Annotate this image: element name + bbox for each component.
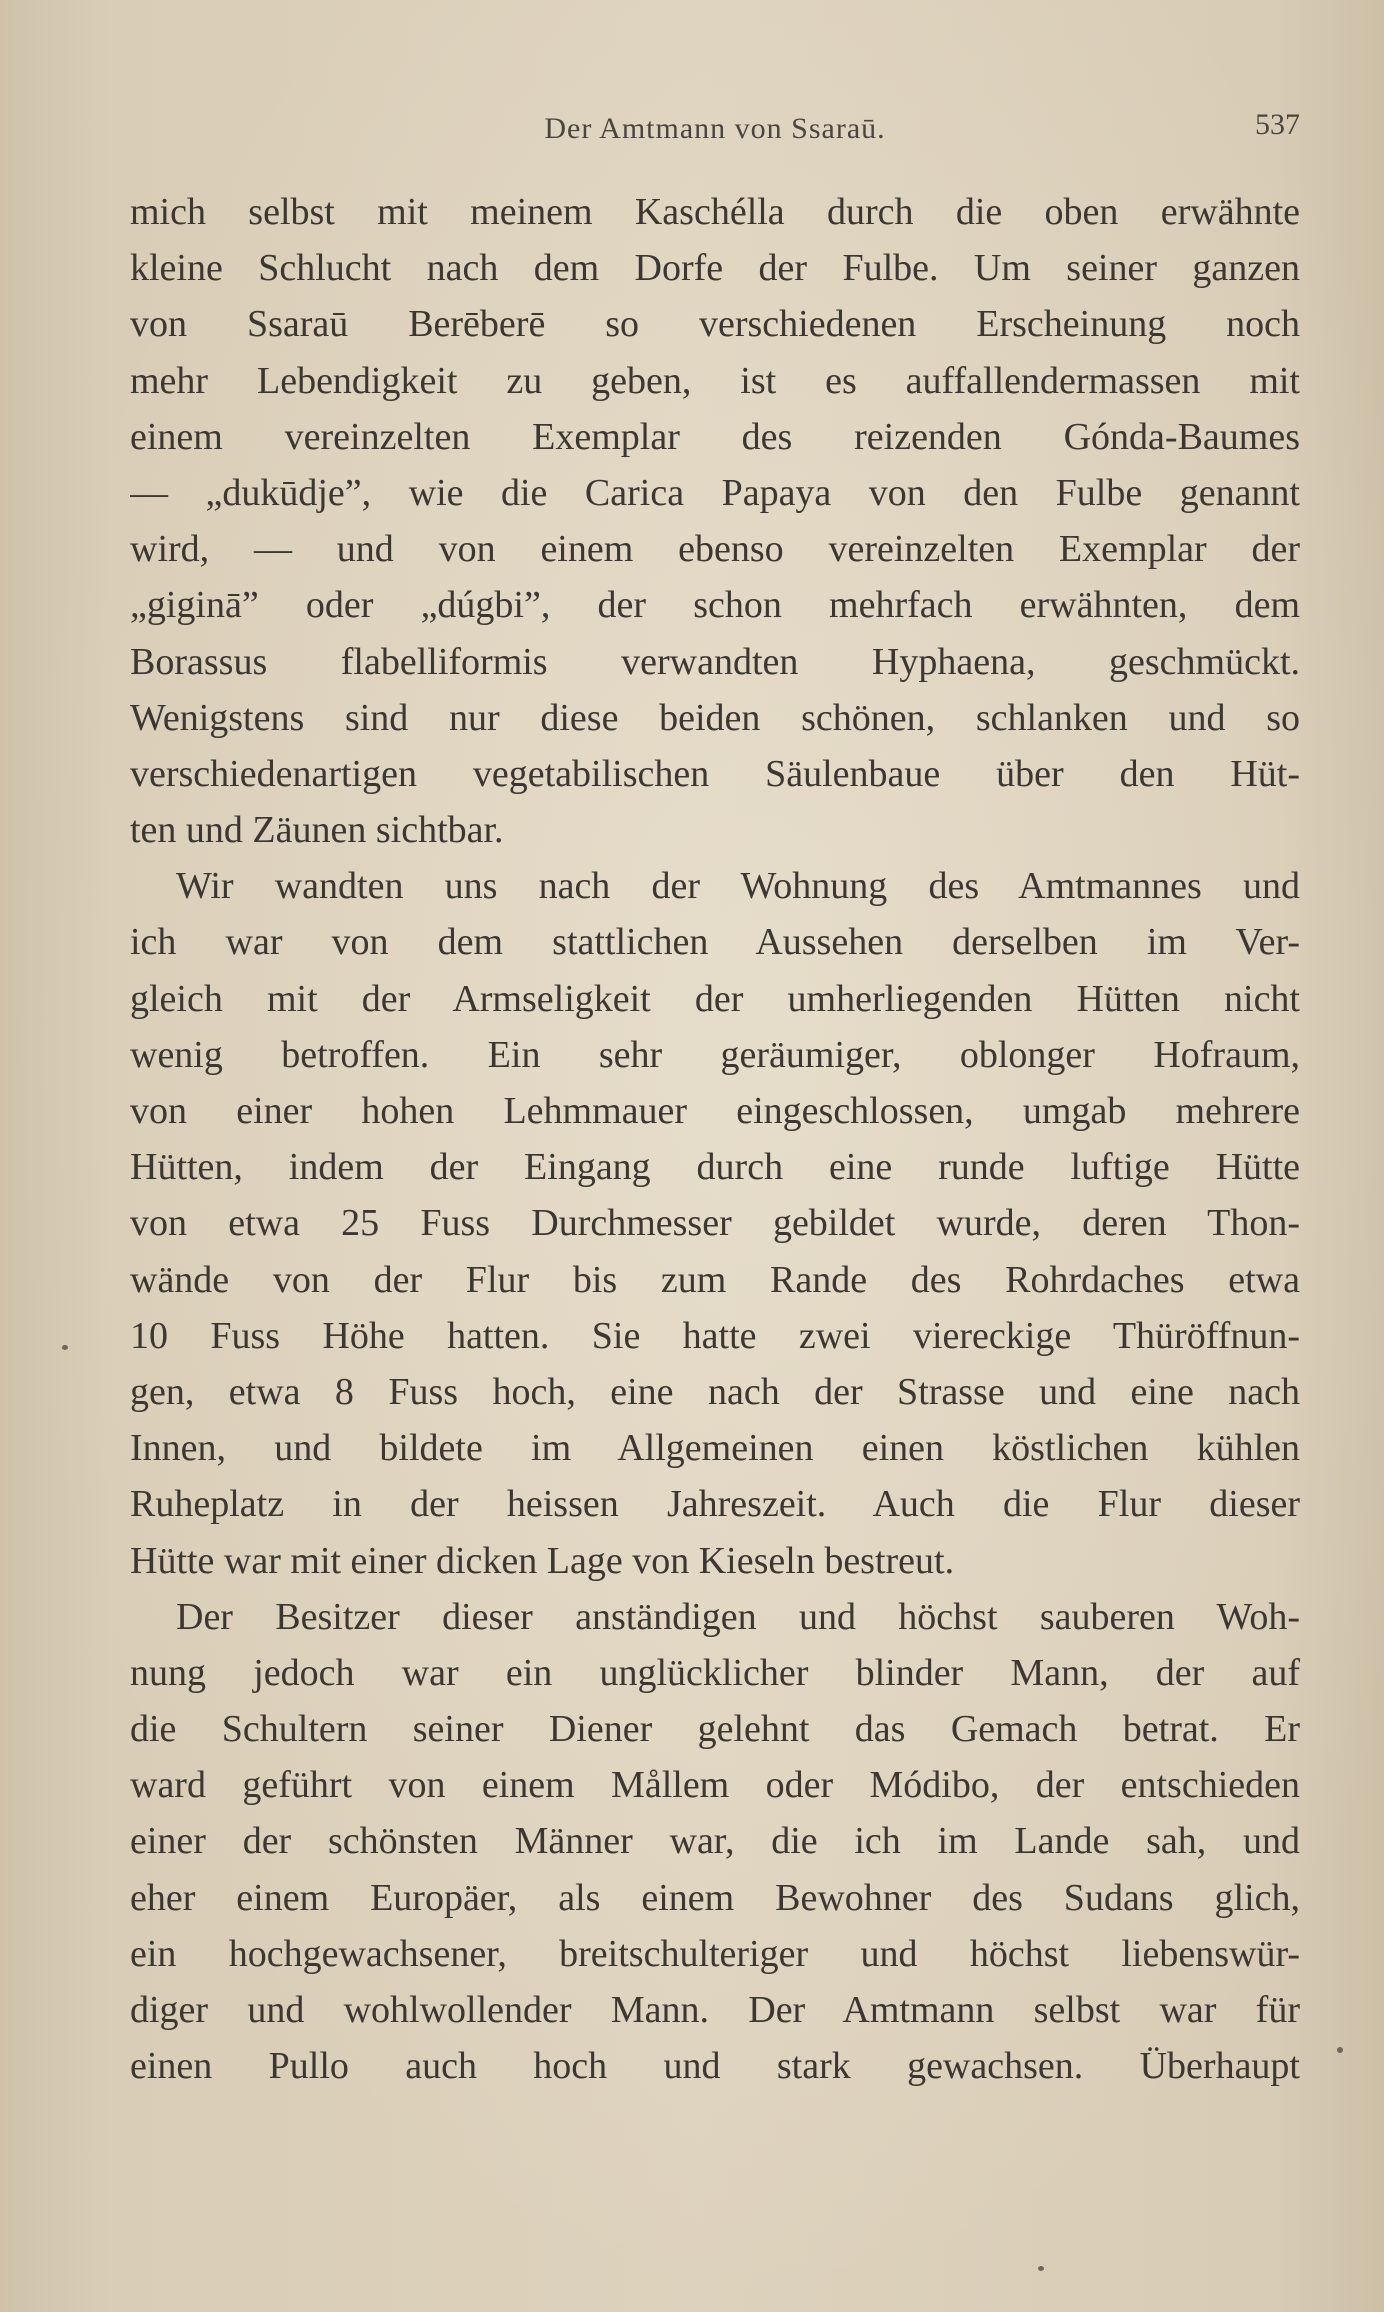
text-line: Wenigstens sind nur diese beiden schönen, schlanken und so xyxy=(130,696,1300,739)
page-number: 537 xyxy=(1255,108,1300,141)
text-line: Hütte war mit einer dicken Lage von Kieseln bestreut. xyxy=(130,1539,955,1582)
text-line: eher einem Europäer, als einem Bewohner des Sudans glich, xyxy=(130,1876,1300,1919)
paragraph-2 xyxy=(130,858,1300,1588)
text-line: — „dukūdje”, wie die Carica Papaya von den Fulbe genannt xyxy=(130,471,1300,514)
text-line: wenig betroffen. Ein sehr geräumiger, oblonger Hofraum, xyxy=(130,1033,1300,1076)
paragraph-1 xyxy=(130,184,1300,858)
text-line: „giginā” oder „dúgbi”, der schon mehrfach erwähnten, dem xyxy=(130,584,1300,627)
text-line: kleine Schlucht nach dem Dorfe der Fulbe. Um seiner ganzen xyxy=(130,247,1300,290)
text-line: Hütten, indem der Eingang durch eine runde luftige Hütte xyxy=(130,1146,1300,1189)
text-line: mich selbst mit meinem Kaschélla durch die oben erwähnte xyxy=(130,191,1300,233)
text-line: wird, — und von einem ebenso vereinzelten Exemplar der xyxy=(130,528,1300,571)
text-line: ten und Zäunen sichtbar. xyxy=(130,809,504,852)
running-head xyxy=(130,108,1300,152)
text-line: mehr Lebendigkeit zu geben, ist es auffallendermassen mit xyxy=(130,359,1300,402)
print-speck xyxy=(1038,2266,1044,2271)
text-line: von einer hohen Lehmmauer eingeschlossen, umgab mehrere xyxy=(130,1090,1300,1132)
text-line: einer der schönsten Männer war, die ich im Lande sah, und xyxy=(130,1820,1300,1863)
text-line: die Schultern seiner Diener gelehnt das Gemach betrat. Er xyxy=(130,1708,1300,1751)
text-line: ward geführt von einem Mållem oder Módibo, der entschieden xyxy=(130,1764,1300,1807)
running-title: Der Amtmann von Ssaraū. xyxy=(544,112,886,145)
text-line: Der Besitzer dieser anständigen und höchst sauberen Woh- xyxy=(176,1595,1300,1638)
text-line: verschiedenartigen vegetabilischen Säulenbaue über den Hüt- xyxy=(130,752,1300,795)
text-line: von etwa 25 Fuss Durchmesser gebildet wurde, deren Thon- xyxy=(130,1202,1300,1245)
text-line: diger und wohlwollender Mann. Der Amtmann selbst war für xyxy=(130,1989,1300,2031)
text-line: nung jedoch war ein unglücklicher blinder Mann, der auf xyxy=(130,1651,1300,1694)
text-line: Ruheplatz in der heissen Jahreszeit. Auch die Flur dieser xyxy=(130,1483,1300,1526)
text-line: einen Pullo auch hoch und stark gewachsen. Überhaupt xyxy=(130,2045,1300,2088)
text-line: Wir wandten uns nach der Wohnung des Amtmannes und xyxy=(176,865,1300,908)
print-speck xyxy=(1337,2047,1343,2053)
paragraph-3 xyxy=(130,1589,1300,2095)
text-line: von Ssaraū Berēberē so verschiedenen Erscheinung noch xyxy=(130,303,1300,346)
text-line: 10 Fuss Höhe hatten. Sie hatte zwei viereckige Thüröffnun- xyxy=(130,1314,1300,1357)
text-line: Borassus flabelliformis verwandten Hyphaena, geschmückt. xyxy=(130,640,1300,683)
text-line: einem vereinzelten Exemplar des reizenden Góndа-Baumes xyxy=(130,415,1300,458)
print-speck xyxy=(62,1345,68,1350)
text-line: gleich mit der Armseligkeit der umherliegenden Hütten nicht xyxy=(130,977,1300,1020)
text-line: ich war von dem stattlichen Aussehen derselben im Ver- xyxy=(130,921,1300,964)
text-line: ein hochgewachsener, breitschulteriger und höchst liebenswür- xyxy=(130,1932,1300,1975)
text-line: wände von der Flur bis zum Rande des Rohrdaches etwa xyxy=(130,1258,1300,1301)
body-text xyxy=(130,184,1300,2094)
text-line: gen, etwa 8 Fuss hoch, eine nach der Strasse und eine nach xyxy=(130,1370,1300,1413)
text-line: Innen, und bildete im Allgemeinen einen köstlichen kühlen xyxy=(130,1427,1300,1470)
